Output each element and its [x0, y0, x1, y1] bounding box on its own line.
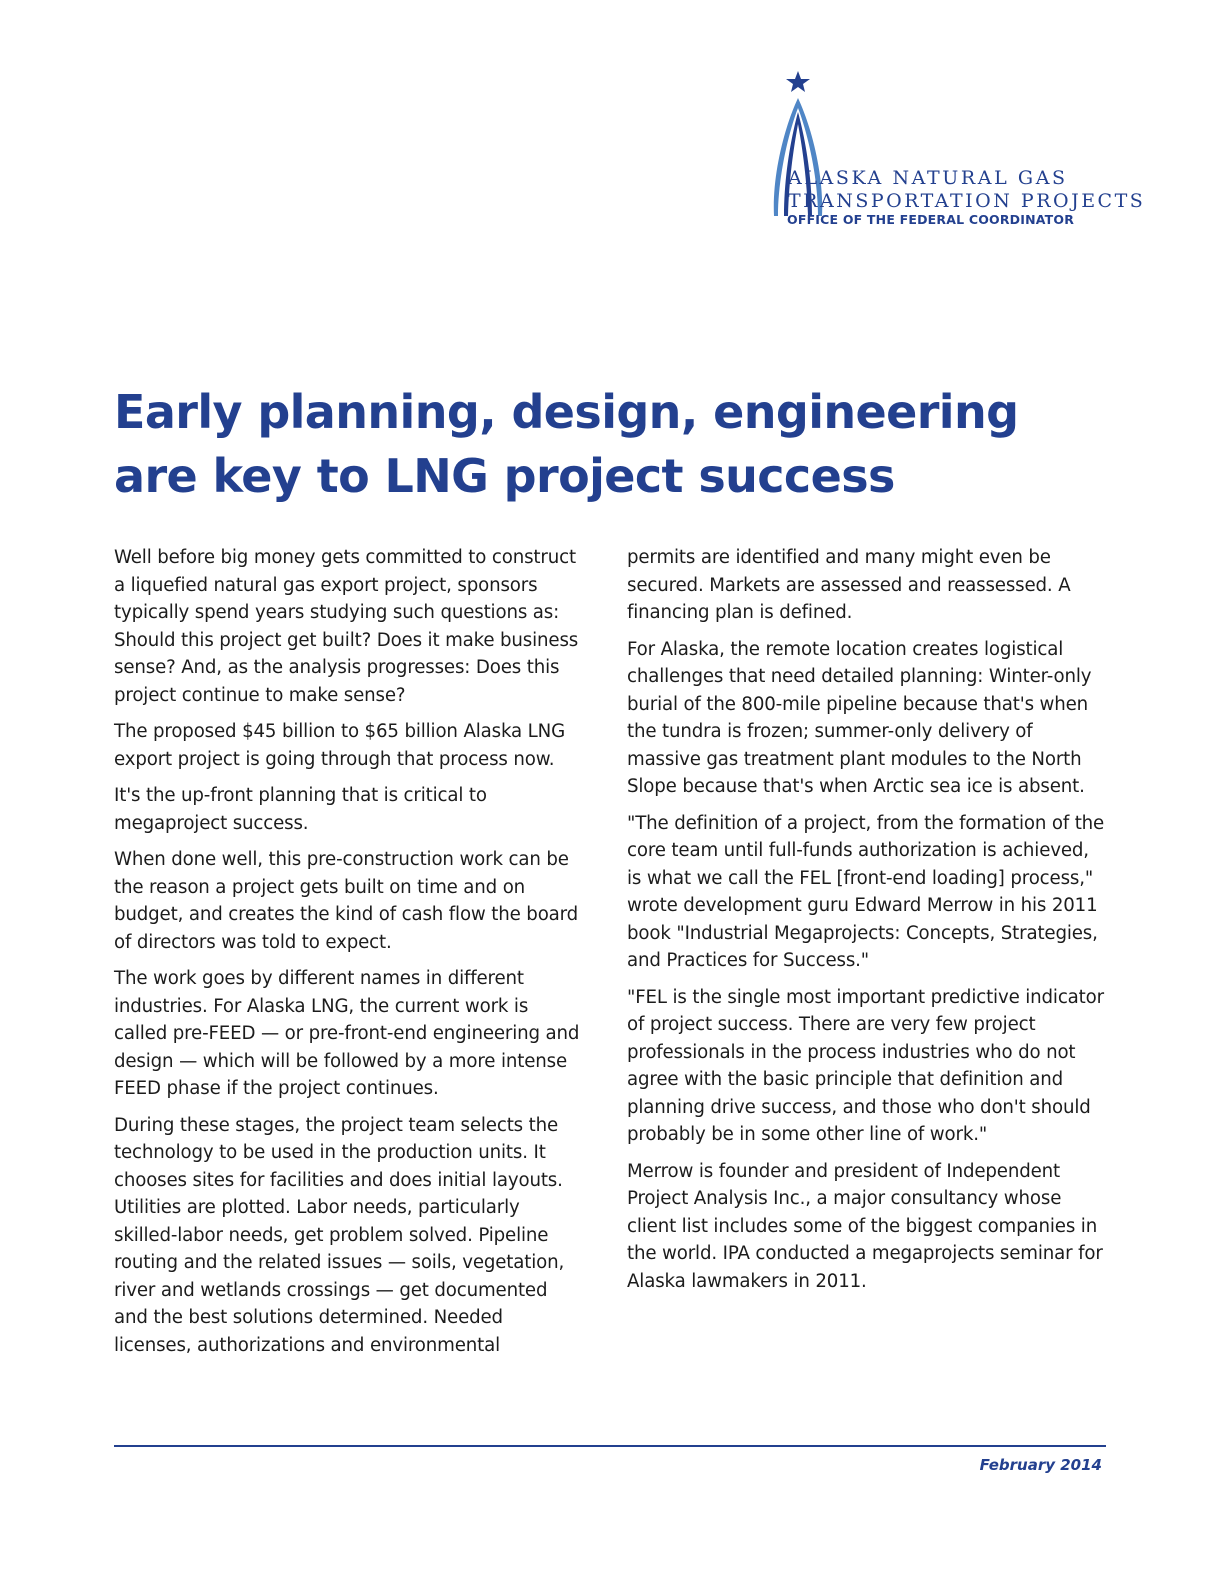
- page-title-line-1: Early planning, design, engineering: [114, 385, 1019, 439]
- paragraph: The work goes by different names in different industries. For Alaska LNG, the current work is called pre-FEED — or pre-front-end engineering and design — which will be followed by a more intense FEED phase if the project continues.: [114, 968, 580, 1099]
- paragraph: "FEL is the single most important predictive indicator of project success. There are very few project professionals in the process industries who do not agree with the basic principle that definition and planning drive success, and those who don't should probably be in some other line of work.": [627, 986, 1104, 1145]
- paragraph: For Alaska, the remote location creates logistical challenges that need detailed planning: Winter-only burial of the 800-mile pipeline because that's when the tundra is frozen; summer-only delivery of massive gas treatment plant modules to the North Slope because that's when Arctic sea ice is absent.: [627, 638, 1092, 797]
- paragraph: "The definition of a project, from the formation of the core team until full-funds authorization is achieved, is what we call the FEL [front-end loading] process," wrote development guru Edward Merrow in his 2011 book "Industrial Megaprojects: Concepts, Strategies, and Practices for Success.": [627, 812, 1105, 971]
- paragraph: permits are identified and many might even be secured. Markets are assessed and reassessed. A financing plan is defined.: [627, 547, 1071, 623]
- footer-divider: [114, 1445, 1106, 1447]
- paragraph: Merrow is founder and president of Independent Project Analysis Inc., a major consultancy whose client list includes some of the biggest companies in the world. IPA conducted a megaprojects seminar for Alaska lawmakers in 2011.: [627, 1160, 1103, 1292]
- publication-date: February 2014: [979, 1456, 1102, 1474]
- paragraph: When done well, this pre-construction work can be the reason a project gets built on time and on budget, and creates the kind of cash flow the board of directors was told to expect.: [114, 849, 579, 953]
- article-left-column: [114, 544, 584, 1368]
- page-title-line-2: are key to LNG project success: [114, 449, 895, 503]
- paragraph: During these stages, the project team selects the technology to be used in the production units. It chooses sites for facilities and does initial layouts. Utilities are plotted. Labor needs, particularly skilled-labor needs, get problem solved. Pipeline routing and the related issues — soils, vegetation, river and wetlands crossings — get documented and the best solutions determined. Needed licenses, authorizations and environmental: [114, 1114, 565, 1356]
- article-right-column: [627, 544, 1107, 1304]
- paragraph: It's the up-front planning that is critical to megaproject success.: [114, 785, 487, 834]
- logo-agency-subname: TRANSPORTATION PROJECTS: [788, 190, 1146, 212]
- paragraph: Well before big money gets committed to construct a liquefied natural gas export project, sponsors typically spend years studying such questions as: Should this project get built? Does it make business sense? And, as the analysis progresses: Does this project continue to make sense?: [114, 547, 579, 706]
- logo-agency-name: ALASKA NATURAL GAS: [788, 167, 1068, 189]
- agency-logo: [764, 66, 1146, 236]
- paragraph: The proposed $45 billion to $65 billion Alaska LNG export project is going through that process now.: [114, 721, 566, 770]
- page-title: [114, 380, 1114, 508]
- logo-office-name: OFFICE OF THE FEDERAL COORDINATOR: [787, 212, 1075, 227]
